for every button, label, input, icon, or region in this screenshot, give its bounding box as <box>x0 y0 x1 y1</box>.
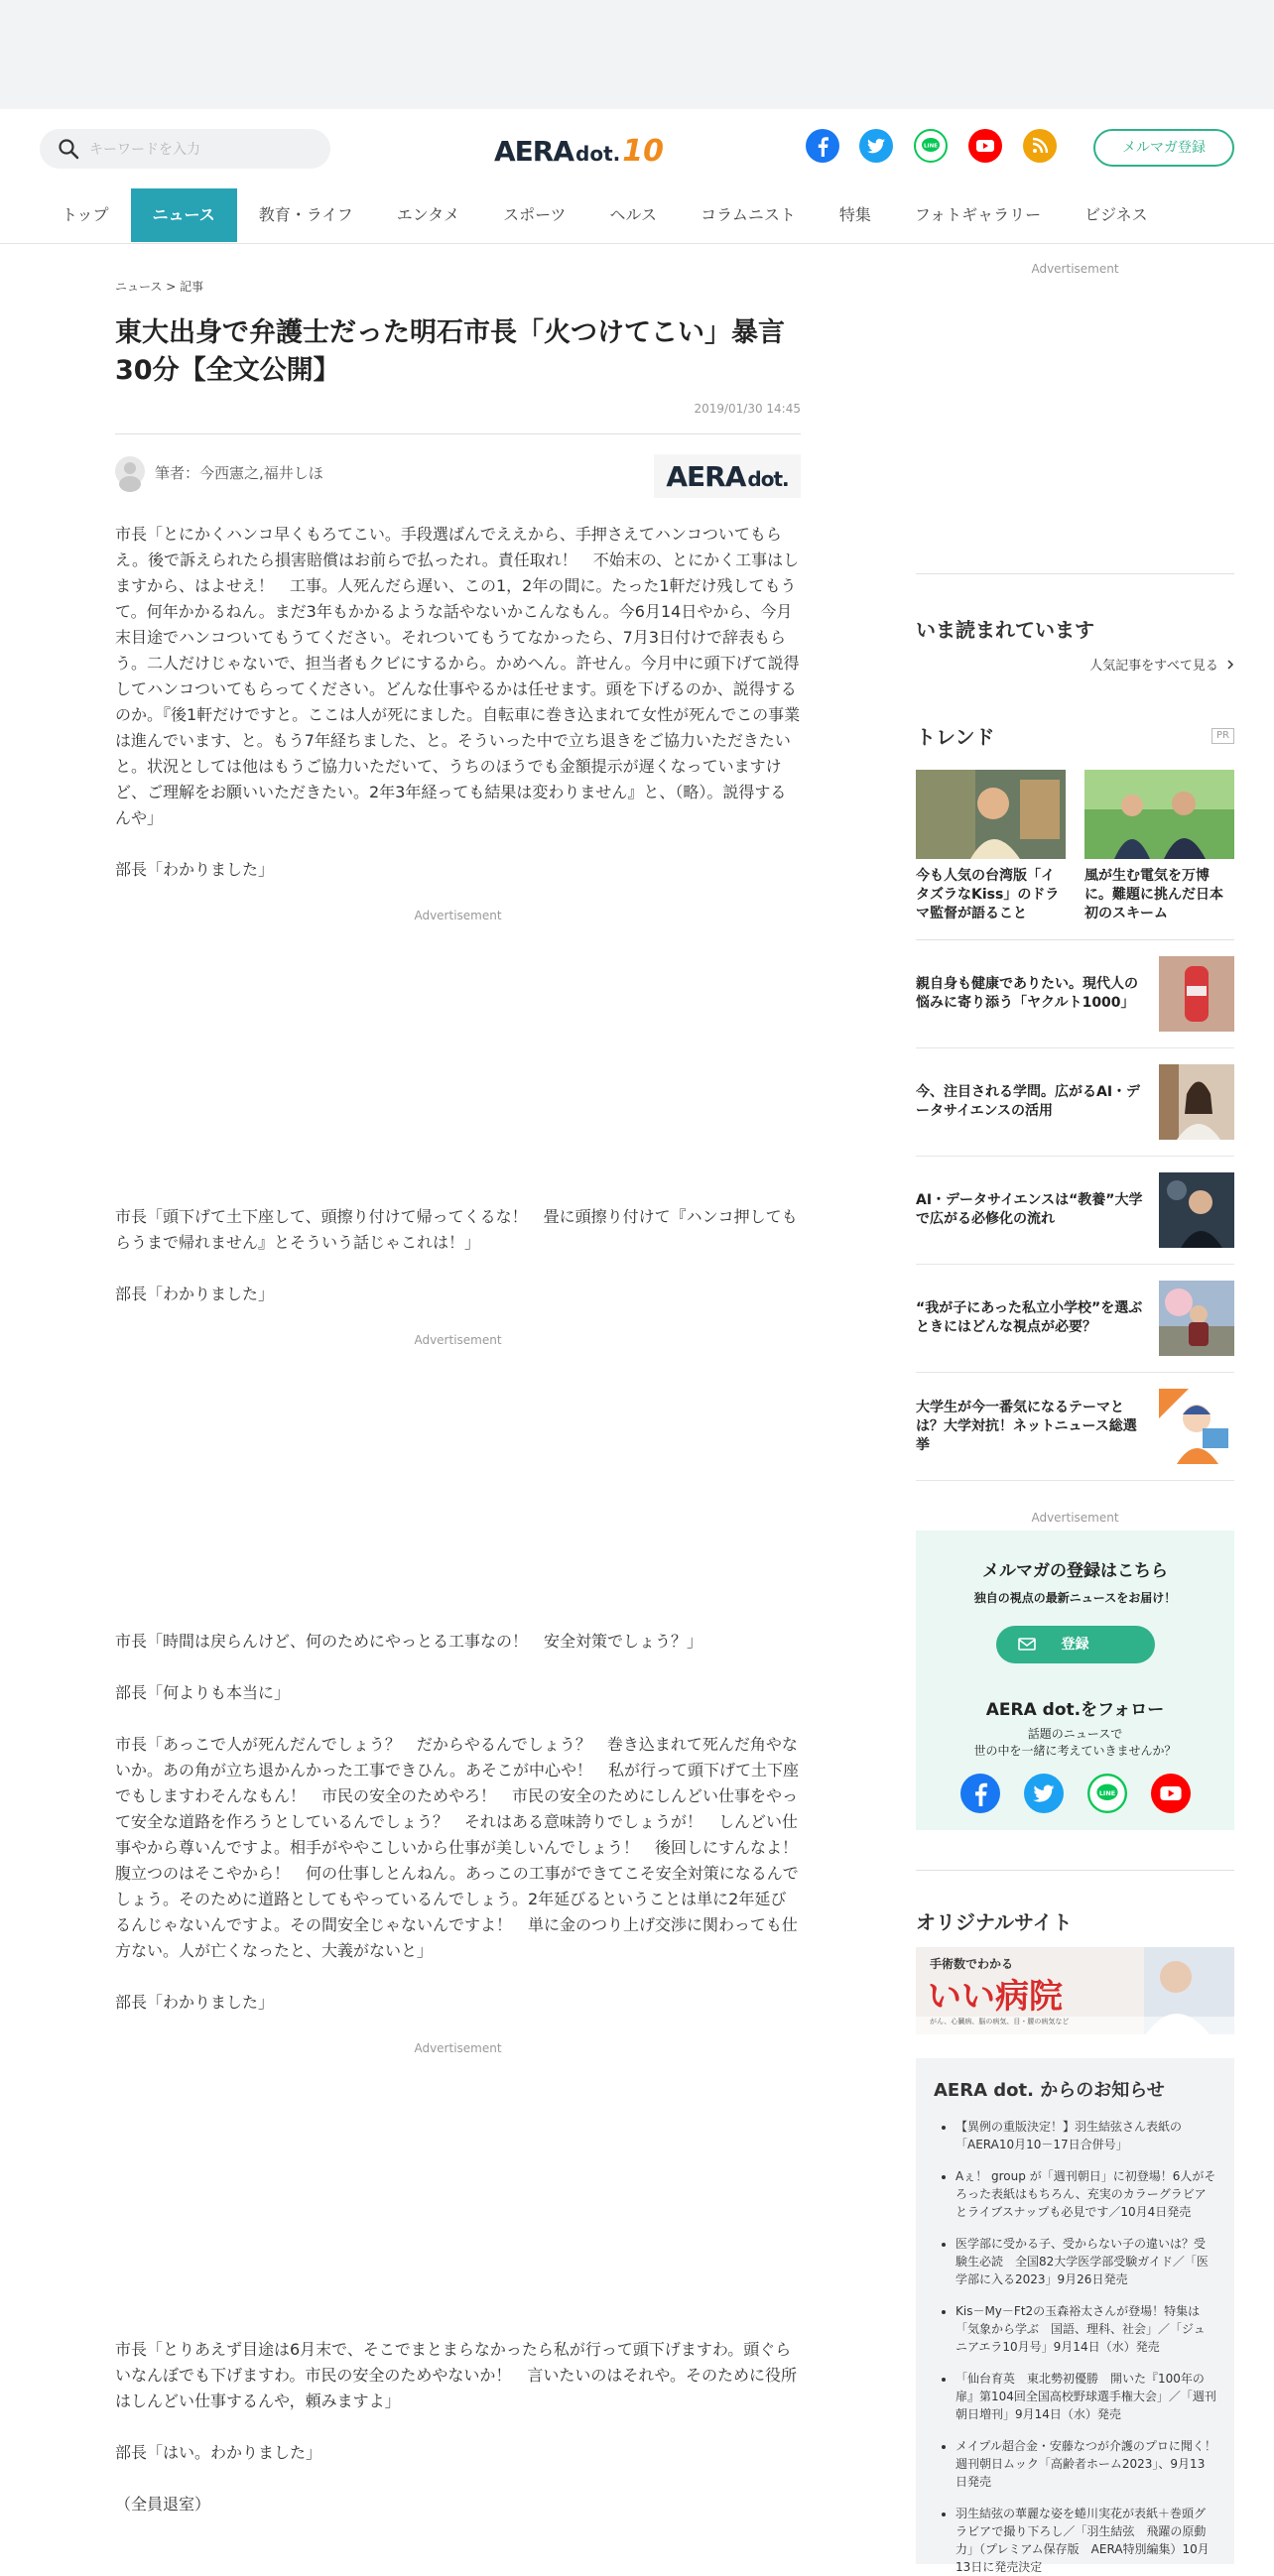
trend-list-item[interactable] <box>916 1157 1234 1265</box>
paragraph: 市長「とりあえず目途は6月末で、そこでまとまらなかったら私が行って頭下げますわ。頭ぐらいなんぼでも下げますわ。市民の安全のためやないか！ 言いたいのはそれや。そのために役所はしんどい仕事するんや，頼みますよ」 <box>115 2340 798 2410</box>
follow-icons <box>916 1774 1234 1813</box>
nav-features[interactable]: 特集 <box>838 205 871 224</box>
follow-title: AERA dot.をフォロー <box>985 1700 1165 1720</box>
newsletter-box <box>916 1531 1234 1830</box>
trend-list-item-text: 今、注目される学問。広がるAI・データサイエンスの活用 <box>916 1084 1141 1119</box>
newsletter-register-label: 登録 <box>1061 1637 1089 1653</box>
youtube-icon[interactable] <box>968 129 1002 163</box>
pr-badge: PR <box>1211 728 1234 744</box>
article-date: 2019/01/30 14:45 <box>694 402 801 416</box>
paragraph: 部長「わかりました」 <box>115 1993 275 2012</box>
line-icon[interactable] <box>1087 1774 1127 1813</box>
article <box>115 278 815 2517</box>
paragraph: 市長「あっこで人が死んだんでしょう？ だからやるんでしょう？ 巻き込まれて死んだ角やないか。あの角が立ち退かんかった工事できひん。あそこが中心や！ 私が行って頭下げて土下座でもしますわそんなもん！ 市民の安全のためやろ！ 市民の安全のためにしんどい仕事をやって安全な道路を作ろうとしているんでしょう？ それはある意味誇りでしょうが！ しんどい仕事やから尊いんですよ。相手がややこしいから仕事が美しいんでしょう！ 後回しにすんなよ！ 腹立つのはそこやから！ 何の仕事しとんねん。あっこの工事ができてこそ安全対策になるんでしょう。そのために道路としてもやっているんでしょう。2年延びるということは単に2年延びるんじゃないんですよ。その間安全じゃないんですよ！ 単に金のつり上げ交渉に関わっても仕方ない。人が亡くなったと、大義がないと」 <box>115 1735 815 1960</box>
trend-list-item[interactable] <box>916 940 1234 1048</box>
ad-slot[interactable] <box>115 909 801 1204</box>
paragraph: 部長「何よりも本当に」 <box>115 1683 291 1702</box>
main-nav <box>40 188 1170 244</box>
notice-item[interactable]: • Kis－My－Ft2の玉森裕太さんが登場！特集は「気象から学ぶ 国語、理科、社会」／「ジュニアエラ10月号」9月14日（水）発売 <box>956 2302 1216 2356</box>
banner-small-text: 手術数でわかる <box>930 1957 1014 1971</box>
rss-icon[interactable] <box>1023 129 1057 163</box>
ad-slot[interactable] <box>115 1333 801 1629</box>
trend-card[interactable] <box>916 770 1066 923</box>
nav-health[interactable]: ヘルス <box>609 205 658 224</box>
trend-card-caption: 風が生む電気を万博に。難題に挑んだ日本初のスキーム <box>1084 868 1223 921</box>
chevron-right-icon <box>1226 660 1234 670</box>
search-icon <box>58 138 79 160</box>
logo-dot: dot. <box>575 142 621 166</box>
twitter-icon[interactable] <box>859 129 893 163</box>
trend-list-item[interactable] <box>916 1265 1234 1373</box>
nav-education-life[interactable]: 教育・ライフ <box>258 205 353 224</box>
nav-top[interactable]: トップ <box>62 205 109 224</box>
trend-title: トレンド <box>916 725 995 749</box>
sidebar-ad-slot[interactable] <box>916 276 1234 573</box>
breadcrumb[interactable]: ニュース > 記事 <box>115 280 204 294</box>
aera-dot-badge <box>654 454 801 498</box>
banner-big-text: いい病院 <box>928 1977 1063 2017</box>
ad-label: Advertisement <box>1031 262 1119 276</box>
notice-item[interactable]: • Aぇ！ group が「週刊朝日」に初登場！6人がそろった表紙はもちろん、充実のカラーグラビアとライブスナップも必見です／10月4日発売 <box>956 2167 1216 2221</box>
newsletter-title: メルマガの登録はこちら <box>982 1561 1168 1581</box>
paragraph: 部長「わかりました」 <box>115 860 275 879</box>
site-logo[interactable] <box>494 133 664 169</box>
notice-item[interactable]: • 羽生結弦の華麗な姿を蜷川実花が表紙＋巻頭グラビアで撮り下ろし／「羽生結弦 飛躍の原動力」（プレミアム保存版 AERA特別編集）10月13日に発売決定 <box>956 2505 1216 2576</box>
banner-note: がん、心臓病、脳の病気、目・腰の病気など <box>930 2018 1070 2025</box>
trend-card-caption: 今も人気の台湾版「イタズラなKiss」のドラマ監督が語ること <box>916 868 1060 921</box>
logo-10th: 10 <box>622 133 664 169</box>
notice-item[interactable]: • 「仙台育英 東北勢初優勝 開いた『100年の扉』第104回全国高校野球選手権大会」／「週刊朝日増刊」9月14日（水）発売 <box>956 2370 1216 2423</box>
author-names[interactable]: 筆者：今西憲之,福井しほ <box>155 464 323 482</box>
svg-text:LINE: LINE <box>1098 1788 1115 1797</box>
site-header <box>0 109 1274 244</box>
trend-list-item-thumb <box>1159 1172 1234 1248</box>
nav-business[interactable]: ビジネス <box>1084 205 1148 224</box>
ad-label: Advertisement <box>414 2041 502 2055</box>
nav-photo-gallery[interactable]: フォトギャラリー <box>914 205 1042 224</box>
top-ad-banner <box>0 0 1274 109</box>
popular-all-link-text: 人気記事をすべて見る <box>1089 659 1218 674</box>
paragraph: （全員退室） <box>115 2495 211 2514</box>
paragraph: 市長「とにかくハンコ早くもろてこい。手段選ばんでええから、手押さえてハンコついてもらえ。後で訴えられたら損害賠償はお前らで払ったれ。責任取れ！ 不始末の、とにかく工事はしますから、はよせえ！ 工事。人死んだら遅い、この1，2年の間に。たった1軒だけ残してもうて。何年かかるねん。まだ3年もかかるような話やないかこんなもん。今6月14日やから、今月末目途でハンコついてもうてください。それついてもうてなかったら、7月3日付けで辞表もらう。二人だけじゃないで、担当者もクビにするから。かめへん。許せん。今月中に頭下げて説得してハンコついてもらってください。どんな仕事やるかは任せます。頭を下げるのか、説得するのか。『後1軒だけですと。ここは人が死にました。自転車に巻き込まれて女性が死んでこの事業は進んでいます、と。もう7年経ちました、と。そういった中で立ち退きをご協力いただきたいと。状況としては他はもうご協力いただいて、うちのほうでも金額提示が遅くなっていますけど、ご理解をお願いいただきたい。2年3年経っても結果は変わりません』と、（略）。説得するんや」 <box>115 525 801 827</box>
badge-dot: dot. <box>747 467 789 491</box>
svg-text:LINE: LINE <box>924 143 938 150</box>
original-site-banner[interactable] <box>916 1947 1234 2034</box>
notice-item[interactable]: • 【異例の重版決定！】羽生結弦さん表紙の「AERA10月10－17日合併号」 <box>956 2118 1216 2153</box>
byline <box>115 434 801 512</box>
nav-news[interactable]: ニュース <box>131 188 237 242</box>
trend-list-item-thumb <box>1159 1389 1234 1464</box>
line-icon[interactable] <box>914 129 948 163</box>
notice-item[interactable]: • 医学部に受かる子、受からない子の違いは？受験生必読 全国82大学医学部受験ガイド／「医学部に入る2023」9月26日発売 <box>956 2235 1216 2288</box>
facebook-icon[interactable] <box>960 1774 1000 1813</box>
logo-aera: AERA <box>494 134 574 168</box>
nav-sports[interactable]: スポーツ <box>503 205 567 224</box>
trend-list-item-text: 大学生が今一番気になるテーマとは？大学対抗！ネットニュース総選挙 <box>916 1399 1137 1453</box>
popular-all-link[interactable] <box>916 655 1234 674</box>
trend-list-item-text: “我が子にあった私立小学校”を選ぶときにはどんな視点が必要？ <box>916 1300 1143 1335</box>
avatar-icon <box>115 456 145 486</box>
paragraph: 市長「頭下げて土下座して、頭擦り付けて帰ってくるな！ 畳に頭擦り付けて『ハンコ押してもらうまで帰れません』とそういう話じゃこれは！」 <box>115 1207 798 1252</box>
newsletter-signup-button[interactable]: メルマガ登録 <box>1093 129 1234 167</box>
paragraph: 部長「わかりました」 <box>115 1285 275 1303</box>
trend-card-image <box>1084 770 1234 859</box>
notice-box <box>916 2058 1234 2574</box>
ad-slot[interactable] <box>115 2041 801 2337</box>
badge-aera: AERA <box>666 459 746 493</box>
search-box[interactable] <box>40 129 330 169</box>
ad-label: Advertisement <box>1031 1511 1119 1525</box>
trend-list-item[interactable] <box>916 1373 1234 1481</box>
trend-list-item-thumb <box>1159 956 1234 1032</box>
nav-entertainment[interactable]: エンタメ <box>396 205 460 224</box>
newsletter-subtitle: 独自の視点の最新ニュースをお届け！ <box>973 1591 1177 1605</box>
trend-card-image <box>916 770 1066 859</box>
twitter-icon[interactable] <box>1024 1774 1064 1813</box>
mail-icon <box>1018 1638 1036 1651</box>
notice-item[interactable]: • メイプル超合金・安藤なつが介護のプロに聞く！ 週刊朝日ムック「高齢者ホーム2023」、9月13日発売 <box>956 2437 1216 2491</box>
paragraph: 市長「時間は戻らんけど、何のためにやっとる工事なの！ 安全対策でしょう？」 <box>115 1632 703 1651</box>
notice-title: AERA dot. からのお知らせ <box>934 2080 1165 2101</box>
facebook-icon[interactable] <box>806 129 839 163</box>
trend-list-item-text: 親自身も健康でありたい。現代人の悩みに寄り添う「ヤクルト1000」 <box>916 976 1138 1011</box>
follow-subtitle-1: 話題のニュースで <box>1027 1727 1123 1741</box>
trend-list-item-thumb <box>1159 1281 1234 1356</box>
ad-label: Advertisement <box>414 1333 502 1347</box>
follow-subtitle-2: 世の中を一緒に考えていきませんか？ <box>973 1744 1177 1758</box>
sidebar <box>916 258 1234 2574</box>
trend-header <box>916 721 1234 750</box>
paragraph: 部長「はい。わかりました」 <box>115 2443 322 2462</box>
search-placeholder: キーワードを入力 <box>89 142 200 158</box>
nav-columnist[interactable]: コラムニスト <box>701 205 796 224</box>
ad-label: Advertisement <box>414 909 502 922</box>
article-title: 東大出身で弁護士だった明石市長「火つけてこい」暴言30分【全文公開】 <box>115 317 785 386</box>
divider <box>916 573 1234 574</box>
notice-list <box>934 2118 1216 2576</box>
trend-card[interactable] <box>1084 770 1234 923</box>
divider <box>916 1870 1234 1871</box>
youtube-icon[interactable] <box>1151 1774 1191 1813</box>
trend-list-item-text: AI・データサイエンスは“教養”大学で広がる必修化の流れ <box>916 1192 1143 1227</box>
trend-list-item[interactable] <box>916 1048 1234 1157</box>
popular-title: いま読まれています <box>916 618 1094 642</box>
newsletter-register-button[interactable] <box>996 1626 1155 1663</box>
trend-cards <box>916 770 1234 923</box>
trend-list-item-thumb <box>1159 1064 1234 1140</box>
original-sites-title: オリジナルサイト <box>916 1910 1073 1934</box>
